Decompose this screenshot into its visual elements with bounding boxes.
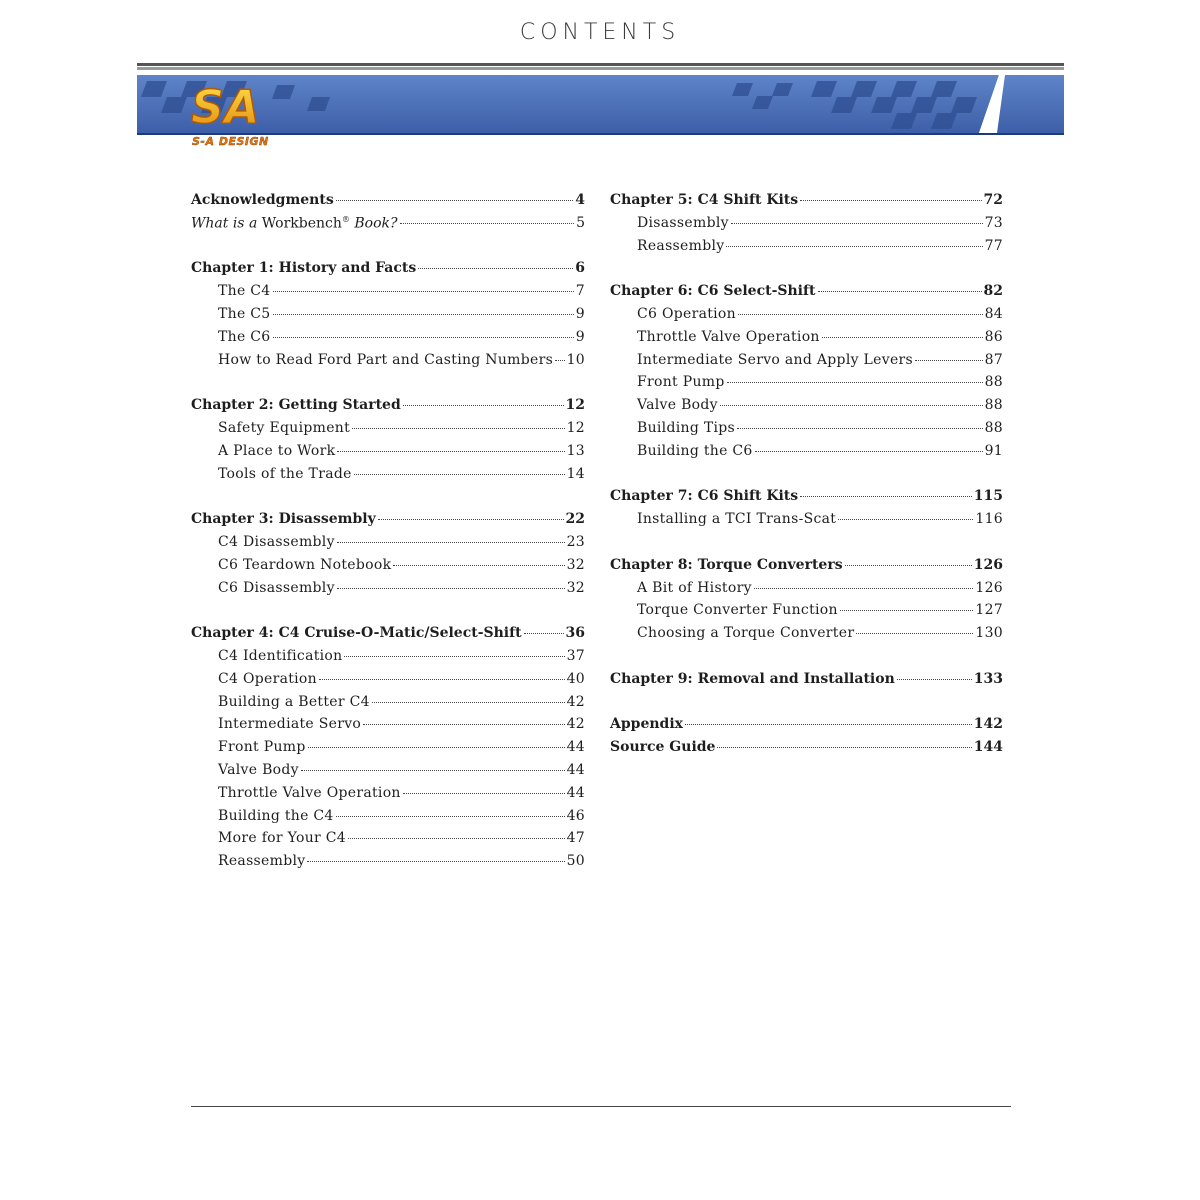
toc-spacer [191, 374, 585, 397]
toc-entry-title: Chapter 5: C4 Shift Kits [610, 192, 799, 208]
dot-leader [337, 542, 565, 543]
dot-leader [403, 793, 565, 794]
page-number: 23 [566, 533, 585, 550]
toc-entry-title: C4 Operation [218, 670, 317, 687]
title-part: Workbench [257, 215, 342, 232]
toc-spacer [610, 466, 1003, 489]
toc-section-entry[interactable] [191, 785, 585, 808]
toc-entry-title: Chapter 3: Disassembly [191, 511, 376, 528]
dot-leader [717, 747, 971, 748]
page-number: 88 [984, 419, 1003, 436]
page-number: 36 [565, 625, 585, 642]
page-number: 77 [984, 237, 1003, 254]
page-number: 82 [983, 283, 1003, 300]
toc-chapter-entry[interactable] [191, 625, 585, 648]
toc-entry-title: Valve Body [637, 397, 718, 414]
dot-leader [754, 588, 974, 589]
page-number: 5 [576, 215, 585, 232]
toc-entry-title: Chapter 6: C6 Select-Shift [610, 283, 816, 300]
dot-leader [738, 314, 983, 315]
toc-entry-title: Appendix [610, 716, 683, 733]
logo-mark: SA [191, 80, 260, 134]
dot-leader [352, 428, 565, 429]
dot-leader [403, 405, 564, 406]
toc-entry-title: Front Pump [637, 374, 725, 391]
dot-leader [378, 519, 564, 520]
dot-leader [337, 588, 565, 589]
toc-entry-title: A Place to Work [218, 442, 336, 459]
dot-leader [336, 200, 574, 201]
toc-entry-title: Building Tips [637, 419, 735, 436]
toc-section-entry[interactable] [191, 739, 585, 762]
toc-entry-title: Valve Body [218, 761, 299, 778]
dot-leader [731, 223, 983, 224]
dot-leader [524, 633, 564, 634]
dot-leader [856, 633, 973, 634]
page-number: 50 [566, 853, 585, 870]
page-number: 73 [984, 214, 1003, 231]
dot-leader [840, 610, 974, 611]
toc-section-entry[interactable] [610, 580, 1003, 603]
page-number: 88 [984, 374, 1003, 391]
toc-section-entry[interactable] [610, 238, 1003, 261]
toc-section-entry[interactable] [610, 511, 1003, 534]
toc-entry-title: Chapter 8: Torque Converters [610, 556, 843, 573]
page-number: 12 [565, 397, 585, 414]
toc-entry-title: Choosing a Torque Converter [637, 625, 855, 642]
toc-section-entry[interactable] [191, 466, 585, 489]
dot-leader [301, 770, 565, 771]
dot-leader [822, 337, 983, 338]
toc-section-entry[interactable] [191, 329, 585, 352]
page-number: 9 [575, 305, 585, 322]
toc-chapter-entry[interactable] [191, 215, 585, 238]
logo-subtitle: S-A DESIGN [192, 135, 269, 148]
page-number: 46 [566, 807, 585, 824]
toc-chapter-entry[interactable] [610, 192, 1003, 215]
toc-entry-title: Intermediate Servo [218, 716, 362, 733]
page-number: 72 [983, 192, 1003, 208]
toc-section-entry[interactable] [191, 420, 585, 443]
page-number: 47 [566, 830, 585, 847]
toc-spacer [191, 488, 585, 511]
toc-section-entry[interactable] [191, 853, 585, 876]
dot-leader [348, 838, 565, 839]
footer-rule [191, 1106, 1011, 1107]
dot-leader [726, 246, 982, 247]
toc-entry-title: Chapter 2: Getting Started [191, 397, 401, 414]
toc-entry-title: Throttle Valve Operation [637, 328, 820, 345]
toc-entry-title [191, 215, 398, 232]
toc-chapter-entry[interactable] [191, 397, 585, 420]
toc-section-entry[interactable] [610, 306, 1003, 329]
title-part: What is a [191, 215, 258, 232]
dot-leader [838, 519, 973, 520]
dot-leader [720, 405, 983, 406]
toc-entry-title: C6 Teardown Notebook [218, 556, 392, 573]
toc-entry-title: Intermediate Servo and Apply Levers [637, 351, 914, 368]
dot-leader [273, 291, 574, 292]
dot-leader [737, 428, 983, 429]
dot-leader [727, 382, 983, 383]
page-number: 37 [566, 647, 585, 664]
toc-spacer [610, 534, 1003, 557]
dot-leader [685, 724, 972, 725]
dot-leader [800, 496, 972, 497]
page-number: 115 [973, 488, 1003, 505]
page-number: 130 [975, 625, 1003, 642]
page-number: 44 [566, 739, 585, 756]
toc-section-entry[interactable] [191, 557, 585, 580]
header-banner [137, 63, 1064, 150]
dot-leader [755, 451, 983, 452]
dot-leader [418, 268, 573, 269]
toc-entry-title: Chapter 1: History and Facts [191, 260, 417, 277]
toc-section-entry[interactable] [610, 352, 1003, 375]
toc-section-entry[interactable] [191, 283, 585, 306]
page-number: 84 [984, 305, 1003, 322]
page-number: 44 [566, 784, 585, 801]
toc-chapter-entry[interactable] [610, 283, 1003, 306]
banner-graphic [137, 63, 1064, 150]
dot-leader [273, 314, 574, 315]
toc-entry-title: Disassembly [637, 214, 729, 231]
toc-section-entry[interactable] [191, 762, 585, 785]
page-number: 42 [566, 693, 585, 710]
toc-section-entry[interactable] [191, 808, 585, 831]
page-number: 127 [975, 602, 1003, 619]
toc-section-entry[interactable] [610, 215, 1003, 238]
dot-leader [336, 816, 565, 817]
toc-entry-title: The C4 [218, 283, 271, 300]
page-number: 116 [975, 511, 1003, 528]
toc-entry-title: The C6 [218, 328, 271, 345]
page-number: 144 [973, 739, 1003, 756]
page-title: CONTENTS [519, 20, 681, 45]
toc-entry-title: Torque Converter Function [637, 602, 838, 619]
toc-chapter-entry[interactable] [610, 739, 1003, 762]
page-number: 87 [984, 351, 1003, 368]
page-number: 7 [575, 283, 585, 300]
dot-leader [818, 291, 982, 292]
page-number: 32 [566, 556, 585, 573]
toc-section-entry[interactable] [610, 443, 1003, 466]
toc-entry-title: Chapter 4: C4 Cruise-O-Matic/Select-Shift [191, 625, 522, 642]
page-number: 86 [984, 328, 1003, 345]
toc-entry-title: Building a Better C4 [218, 693, 370, 710]
dot-leader [319, 679, 565, 680]
toc-entry-title: Reassembly [218, 853, 306, 870]
toc-section-entry[interactable] [610, 602, 1003, 625]
title-part: Book? [349, 215, 398, 232]
toc-section-entry[interactable] [191, 694, 585, 717]
page-number: 142 [973, 716, 1003, 733]
toc-chapter-entry[interactable] [610, 488, 1003, 511]
toc-spacer [610, 260, 1003, 283]
page-number: 13 [566, 442, 585, 459]
toc-entry-title: C4 Identification [218, 647, 343, 664]
dot-leader [273, 337, 574, 338]
toc-entry-title: C6 Operation [637, 305, 736, 322]
toc-chapter-entry[interactable] [610, 716, 1003, 739]
toc-entry-title: How to Read Ford Part and Casting Numbers [218, 351, 554, 368]
dot-leader [393, 565, 564, 566]
page-number: 88 [984, 397, 1003, 414]
dot-leader [344, 656, 564, 657]
toc-spacer [191, 238, 585, 261]
page-number: 133 [973, 670, 1003, 687]
toc-section-entry[interactable] [191, 306, 585, 329]
page-number: 6 [575, 260, 585, 277]
toc-entry-title: Chapter 9: Removal and Installation [610, 670, 895, 687]
toc-chapter-entry[interactable] [610, 557, 1003, 580]
toc-section-entry[interactable] [191, 352, 585, 375]
page-number: 22 [565, 511, 585, 528]
toc-entry-title: The C5 [218, 305, 271, 322]
toc-section-entry[interactable] [191, 534, 585, 557]
toc-section-entry[interactable] [191, 671, 585, 694]
toc-entry-title: Installing a TCI Trans-Scat [637, 511, 837, 528]
toc-entry-title: More for Your C4 [218, 830, 346, 847]
page-number: 10 [566, 351, 585, 368]
toc-entry-title: Building the C6 [637, 442, 753, 459]
dot-leader [915, 360, 983, 361]
toc-spacer [191, 602, 585, 625]
toc-chapter-entry[interactable] [610, 671, 1003, 694]
toc-entry-title: A Bit of History [637, 579, 752, 596]
toc-entry-title: Throttle Valve Operation [218, 784, 401, 801]
page-number: 91 [984, 442, 1003, 459]
toc-entry-title: Building the C4 [218, 807, 334, 824]
dot-leader [555, 360, 565, 361]
page-number: 126 [975, 579, 1003, 596]
toc-section-entry[interactable] [191, 648, 585, 671]
toc-spacer [610, 648, 1003, 671]
dot-leader [308, 747, 565, 748]
dot-leader [363, 724, 564, 725]
toc-entry-title: C4 Disassembly [218, 533, 335, 550]
dot-leader [845, 565, 972, 566]
toc-section-entry[interactable] [610, 329, 1003, 352]
dot-leader [897, 679, 972, 680]
toc-entry-title: Chapter 7: C6 Shift Kits [610, 488, 799, 505]
toc-section-entry[interactable] [191, 443, 585, 466]
toc-entry-title: Reassembly [637, 237, 725, 254]
toc-section-entry[interactable] [610, 374, 1003, 397]
dot-leader [372, 702, 565, 703]
page-number: 4 [575, 192, 585, 208]
dot-leader [354, 474, 565, 475]
toc-section-entry[interactable] [610, 625, 1003, 648]
dot-leader [337, 451, 564, 452]
toc-section-entry[interactable] [191, 580, 585, 603]
toc-entry-title: Acknowledgments [191, 192, 334, 208]
dot-leader [307, 861, 564, 862]
toc-spacer [610, 694, 1003, 717]
page-number: 42 [566, 716, 585, 733]
toc-entry-title: Front Pump [218, 739, 306, 756]
page-number: 12 [566, 419, 585, 436]
toc-entry-title: Source Guide [610, 739, 716, 756]
page-number: 40 [566, 670, 585, 687]
page-number: 32 [566, 579, 585, 596]
toc-section-entry[interactable] [610, 397, 1003, 420]
page-number: 44 [566, 761, 585, 778]
registered-mark: ® [341, 214, 350, 224]
page-number: 126 [973, 556, 1003, 573]
toc-right-column [610, 192, 1003, 762]
dot-leader [800, 200, 981, 201]
toc-entry-title: Tools of the Trade [218, 465, 352, 482]
page-number: 14 [566, 465, 585, 482]
toc-chapter-entry[interactable] [191, 260, 585, 283]
toc-left-column [191, 192, 585, 876]
toc-entry-title: C6 Disassembly [218, 579, 335, 596]
toc-chapter-entry[interactable] [191, 192, 585, 215]
toc-entry-title: Safety Equipment [218, 419, 351, 436]
toc-section-entry[interactable] [191, 830, 585, 853]
dot-leader [400, 223, 575, 224]
page-number: 9 [575, 328, 585, 345]
toc-section-entry[interactable] [191, 716, 585, 739]
toc-section-entry[interactable] [610, 420, 1003, 443]
toc-chapter-entry[interactable] [191, 511, 585, 534]
